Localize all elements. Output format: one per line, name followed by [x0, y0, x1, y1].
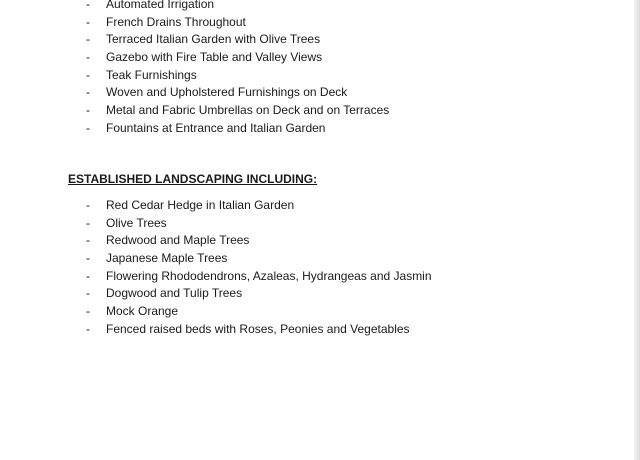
bullet-dash: -	[86, 304, 90, 319]
list-item-text: Fenced raised beds with Roses, Peonies and Vegetables	[106, 321, 410, 336]
page-edge-shadow	[634, 0, 640, 460]
bullet-dash: -	[86, 321, 90, 336]
bullet-dash: -	[86, 32, 90, 47]
bullet-dash: -	[86, 85, 90, 100]
bullet-dash: -	[86, 120, 90, 135]
list-item-text: Fountains at Entrance and Italian Garden	[106, 120, 326, 135]
list-item-text: Dogwood and Tulip Trees	[106, 286, 243, 301]
landscaping-heading: ESTABLISHED LANDSCAPING INCLUDING:	[68, 172, 318, 186]
bullet-dash: -	[86, 67, 90, 82]
list-item-text: Metal and Fabric Umbrellas on Deck and on Terraces	[106, 103, 390, 118]
bullet-dash: -	[86, 198, 90, 212]
bullet-dash: -	[86, 286, 90, 301]
list-item-text: Red Cedar Hedge in Italian Garden	[106, 198, 295, 212]
list-item-text: Redwood and Maple Trees	[106, 233, 250, 248]
list-item-text: Flowering Rhododendrons, Azaleas, Hydrangeas and Jasmin	[106, 268, 432, 283]
bullet-dash: -	[86, 233, 90, 248]
list-item-text: French Drains Throughout	[106, 14, 246, 29]
list-item-text: Japanese Maple Trees	[106, 251, 228, 266]
list-item-text: Terraced Italian Garden with Olive Trees	[106, 32, 321, 47]
list-item-text: Teak Furnishings	[106, 67, 197, 82]
list-item-text: Automated Irrigation	[106, 0, 215, 11]
list-item-text: Olive Trees	[106, 215, 167, 230]
bullet-dash: -	[86, 50, 90, 65]
list-item-text: Mock Orange	[106, 304, 179, 319]
list-item-text: Gazebo with Fire Table and Valley Views	[106, 50, 323, 65]
bullet-dash: -	[86, 103, 90, 118]
list-item-text: Woven and Upholstered Furnishings on Deck	[106, 85, 348, 100]
bullet-dash: -	[86, 0, 90, 11]
bullet-dash: -	[86, 14, 90, 29]
bullet-dash: -	[86, 215, 90, 230]
bullet-dash: -	[86, 251, 90, 266]
bullet-dash: -	[86, 268, 90, 283]
